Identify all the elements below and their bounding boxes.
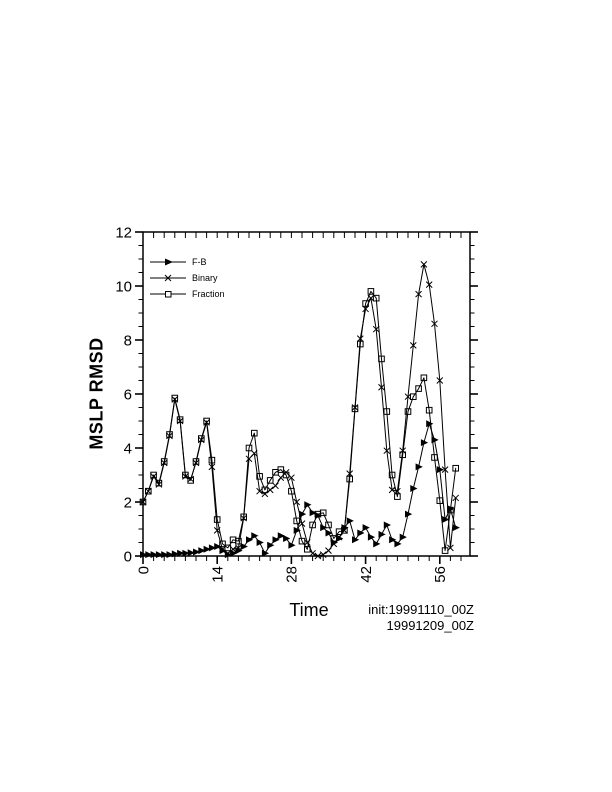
legend-label-fb: F-B (192, 257, 207, 267)
svg-text:42: 42 (357, 566, 375, 583)
legend-item-fraction (150, 286, 225, 302)
svg-text:12: 12 (115, 224, 132, 242)
svg-text:0: 0 (135, 566, 153, 575)
legend-label-fraction: Fraction (192, 289, 225, 299)
svg-text:2: 2 (123, 494, 132, 512)
svg-text:56: 56 (432, 566, 450, 583)
svg-text:28: 28 (283, 566, 301, 583)
square-open-icon (150, 288, 188, 300)
legend-item-binary (150, 270, 225, 286)
legend (150, 254, 225, 302)
init-annotation-line1: init:19991110_00Z (368, 602, 474, 617)
svg-text:8: 8 (123, 332, 132, 350)
init-annotation-line2: 19991209_00Z (386, 618, 474, 633)
triangle-right-icon (150, 256, 188, 268)
svg-text:4: 4 (123, 440, 132, 458)
svg-text:14: 14 (209, 566, 227, 583)
legend-item-fb (150, 254, 225, 270)
svg-text:6: 6 (123, 386, 132, 404)
y-axis-title: MSLP RMSD (86, 337, 107, 450)
init-annotation (334, 602, 474, 634)
svg-text:10: 10 (115, 278, 132, 296)
legend-label-binary: Binary (192, 273, 218, 283)
x-axis-title: Time (289, 600, 329, 620)
svg-text:0: 0 (123, 548, 132, 566)
x-cross-icon (150, 272, 188, 284)
